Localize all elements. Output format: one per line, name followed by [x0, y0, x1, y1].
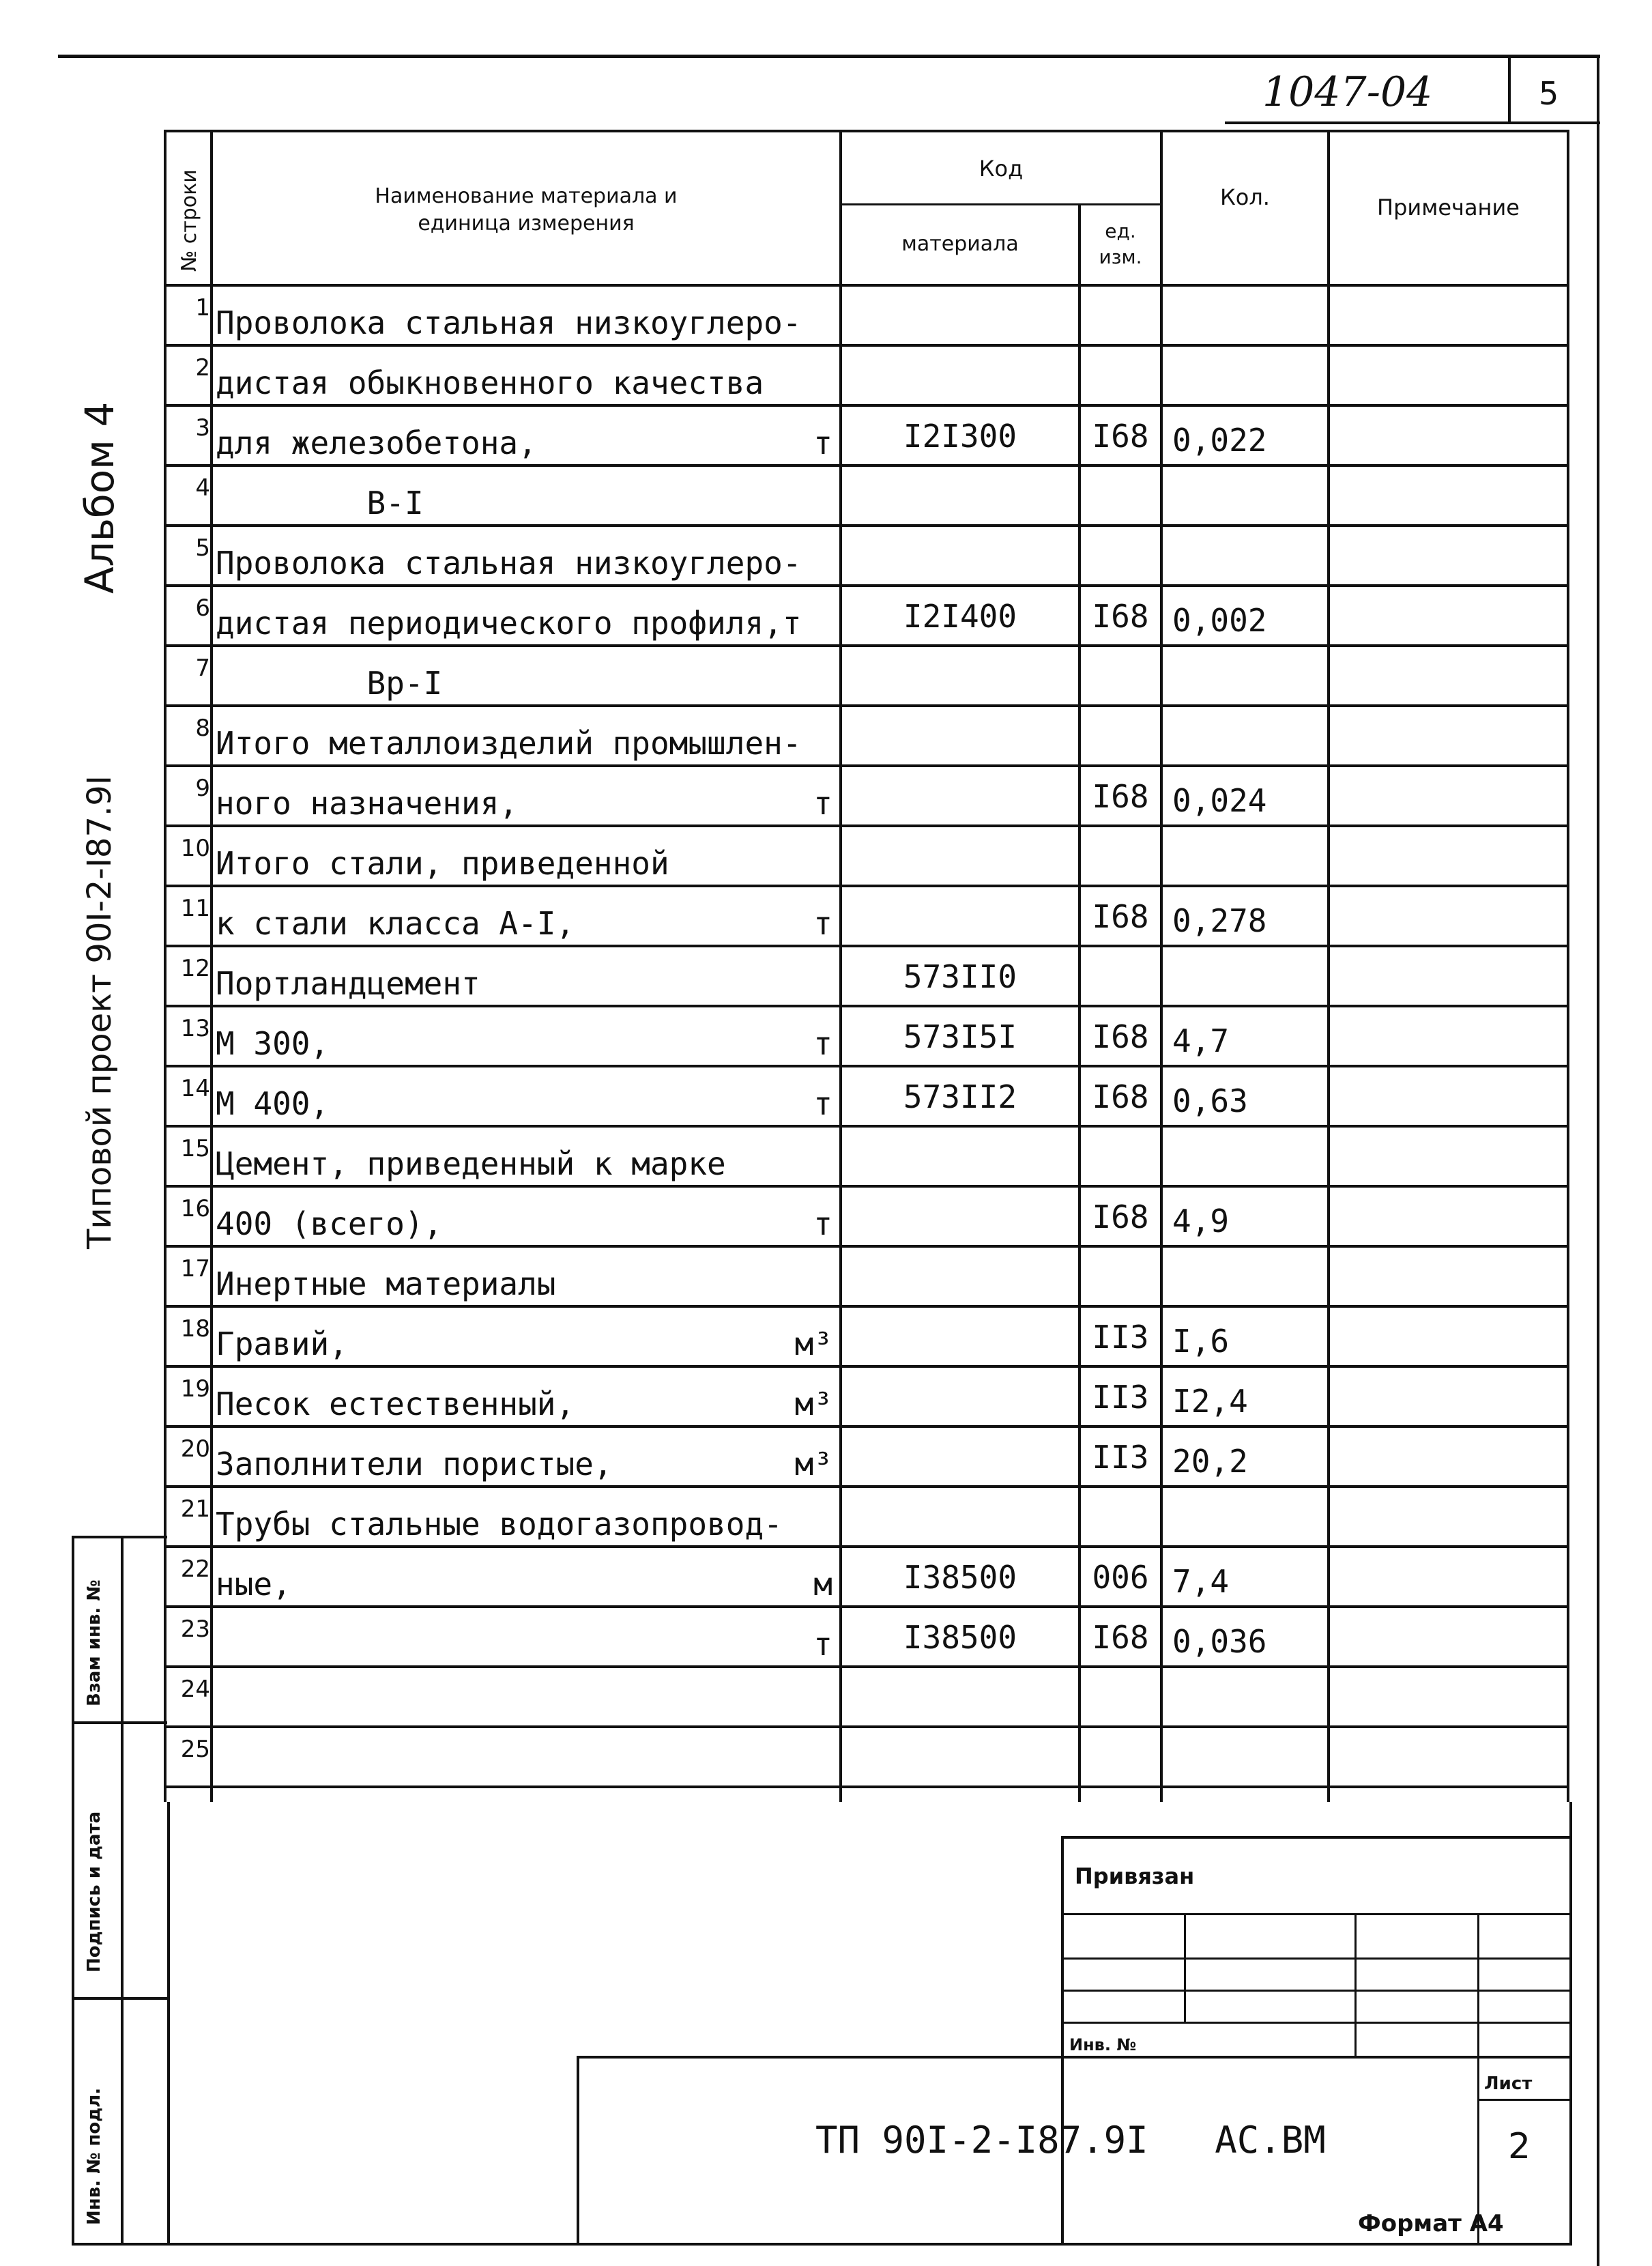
materials-table	[164, 130, 1569, 1802]
material-name: Проволока стальная низкоуглеро-	[216, 304, 802, 341]
quantity: 0,022	[1172, 422, 1267, 459]
row-number: 20	[180, 1435, 210, 1463]
quantity: I2,4	[1172, 1383, 1248, 1420]
material-name: Гравий,	[216, 1325, 348, 1362]
format-label: Формат А4	[1358, 2210, 1504, 2237]
row-number: 10	[180, 835, 210, 862]
table-row	[164, 1488, 1569, 1548]
material-code: 573I5I	[903, 1018, 1017, 1055]
unit-label: т	[813, 1626, 832, 1663]
right-outer-border	[1597, 55, 1599, 2266]
material-code: I2I300	[903, 418, 1017, 455]
row-number: 7	[195, 655, 210, 682]
document-code: ТП 90I-2-I87.9I АС.ВМ	[815, 2119, 1326, 2162]
row-number: 1	[195, 294, 210, 321]
material-code: I2I400	[903, 598, 1017, 635]
material-name: ные,	[216, 1566, 291, 1603]
row-number: 14	[180, 1075, 210, 1102]
row-number: 8	[195, 715, 210, 742]
quantity: 0,63	[1172, 1082, 1248, 1119]
quantity: 0,002	[1172, 602, 1267, 639]
material-name: Итого металлоизделий промышлен-	[216, 725, 802, 762]
top-border-line	[58, 55, 1600, 58]
unit-label: т	[813, 425, 832, 461]
row-number: 3	[195, 414, 210, 442]
material-code: 573II2	[903, 1078, 1017, 1115]
table-row	[164, 1668, 1569, 1728]
material-name: Цемент, приведенный к марке	[216, 1145, 726, 1182]
row-number: 19	[180, 1375, 210, 1403]
col-row-no: № строки	[177, 169, 201, 272]
material-code: I38500	[903, 1559, 1017, 1596]
material-name: Песок естественный,	[216, 1386, 575, 1422]
quantity: 4,9	[1172, 1203, 1230, 1239]
row-number: 24	[180, 1676, 210, 1703]
header-page-divider	[1508, 55, 1511, 123]
quantity: 20,2	[1172, 1443, 1248, 1480]
material-name: дистая обыкновенного качества	[216, 364, 764, 401]
table-row	[164, 1428, 1569, 1488]
unit-code: I68	[1092, 778, 1149, 815]
quantity: 4,7	[1172, 1022, 1230, 1059]
table-row	[164, 707, 1569, 767]
unit-code: I68	[1092, 898, 1149, 935]
unit-code: I68	[1092, 1078, 1149, 1115]
row-number: 13	[180, 1015, 210, 1042]
unit-label: м³	[794, 1446, 832, 1482]
table-row	[164, 287, 1569, 347]
material-name: Трубы стальные водогазопровод-	[216, 1506, 783, 1543]
col-name: Наименование материала и единица измерения	[375, 184, 678, 235]
row-number: 6	[195, 594, 210, 622]
sheet-number: 2	[1508, 2126, 1531, 2167]
col-code-group: Код	[979, 156, 1024, 182]
row-number: 18	[180, 1315, 210, 1343]
material-name: к стали класса А-I,	[216, 905, 575, 942]
sheet-label: Лист	[1484, 2074, 1533, 2094]
material-code: I38500	[903, 1619, 1017, 1656]
material-name: дистая периодического профиля,т	[216, 605, 802, 642]
table-row	[164, 1007, 1569, 1067]
table-row	[164, 587, 1569, 647]
col-unit-code: ед. изм.	[1099, 220, 1142, 268]
unit-label: м³	[794, 1386, 832, 1422]
unit-label: т	[813, 1025, 832, 1062]
title-block	[167, 1802, 1572, 2246]
unit-code: II3	[1092, 1379, 1149, 1416]
unit-label: м³	[794, 1325, 832, 1362]
row-number: 21	[180, 1495, 210, 1523]
table-row	[164, 347, 1569, 407]
material-name: М 400,	[216, 1085, 330, 1122]
quantity: 0,024	[1172, 782, 1267, 819]
unit-code: I68	[1092, 1619, 1149, 1656]
table-row	[164, 1188, 1569, 1248]
album-label: Альбом 4	[76, 401, 123, 594]
col-qty: Кол.	[1220, 184, 1270, 210]
material-name: Вр-I	[216, 665, 443, 702]
table-row	[164, 527, 1569, 587]
row-number: 5	[195, 534, 210, 562]
unit-code: I68	[1092, 418, 1149, 455]
material-name: Заполнители пористые,	[216, 1446, 613, 1482]
material-name: М 300,	[216, 1025, 330, 1062]
table-body	[164, 287, 1569, 1788]
unit-code: II3	[1092, 1319, 1149, 1356]
stamp-inv-podl: Инв. № подл.	[84, 2087, 104, 2225]
unit-label: т	[813, 905, 832, 942]
row-number: 22	[180, 1555, 210, 1583]
row-number: 15	[180, 1135, 210, 1162]
table-row	[164, 1728, 1569, 1788]
quantity: 7,4	[1172, 1563, 1230, 1600]
table-row	[164, 827, 1569, 887]
table-row	[164, 1608, 1569, 1668]
col-material-code: материала	[901, 232, 1019, 256]
quantity: 0,278	[1172, 902, 1267, 939]
unit-code: I68	[1092, 1018, 1149, 1055]
material-name: 400 (всего),	[216, 1205, 443, 1242]
table-row	[164, 467, 1569, 527]
material-name: Итого стали, приведенной	[216, 845, 669, 882]
unit-code: 006	[1092, 1559, 1149, 1596]
unit-label: т	[813, 1085, 832, 1122]
row-number: 12	[180, 955, 210, 982]
unit-code: I68	[1092, 1199, 1149, 1235]
row-number: 9	[195, 775, 210, 802]
material-name: для железобетона,	[216, 425, 537, 461]
row-number: 16	[180, 1195, 210, 1222]
row-number: 25	[180, 1736, 210, 1763]
row-number: 11	[180, 895, 210, 922]
stamp-vzam: Взам инв. №	[84, 1579, 104, 1706]
privyazan-label: Привязан	[1075, 1863, 1195, 1889]
col-note: Примечание	[1377, 195, 1520, 220]
unit-label: т	[813, 1205, 832, 1242]
table-row	[164, 647, 1569, 707]
row-number: 4	[195, 474, 210, 502]
table-row	[164, 1548, 1569, 1608]
project-label: Типовой проект 90I-2-I87.9I	[81, 775, 119, 1249]
quantity: 0,036	[1172, 1623, 1267, 1660]
unit-label: т	[813, 785, 832, 822]
table-row	[164, 767, 1569, 827]
unit-code: I68	[1092, 598, 1149, 635]
table-row	[164, 887, 1569, 947]
row-number: 23	[180, 1616, 210, 1643]
table-row	[164, 1308, 1569, 1368]
table-row	[164, 947, 1569, 1007]
table-row	[164, 1128, 1569, 1188]
material-name: ного назначения,	[216, 785, 519, 822]
table-row	[164, 1368, 1569, 1428]
table-row	[164, 1067, 1569, 1128]
unit-code: II3	[1092, 1439, 1149, 1476]
inv-no-label: Инв. №	[1069, 2035, 1137, 2054]
header-code-underline	[1225, 121, 1600, 124]
table-row	[164, 1248, 1569, 1308]
unit-label: м	[813, 1566, 832, 1603]
row-number: 17	[180, 1255, 210, 1282]
material-name: Проволока стальная низкоуглеро-	[216, 545, 802, 582]
handwritten-code: 1047-04	[1262, 68, 1433, 116]
row-number: 2	[195, 354, 210, 382]
side-stamp	[72, 1536, 167, 2246]
table-row	[164, 407, 1569, 467]
stamp-podpis: Подпись и дата	[84, 1811, 104, 1973]
quantity: I,6	[1172, 1323, 1230, 1360]
material-name: В-I	[216, 485, 424, 521]
page-number: 5	[1539, 75, 1559, 112]
material-name: Инертные материалы	[216, 1265, 556, 1302]
material-code: 573II0	[903, 958, 1017, 995]
material-name: Портландцемент	[216, 965, 480, 1002]
